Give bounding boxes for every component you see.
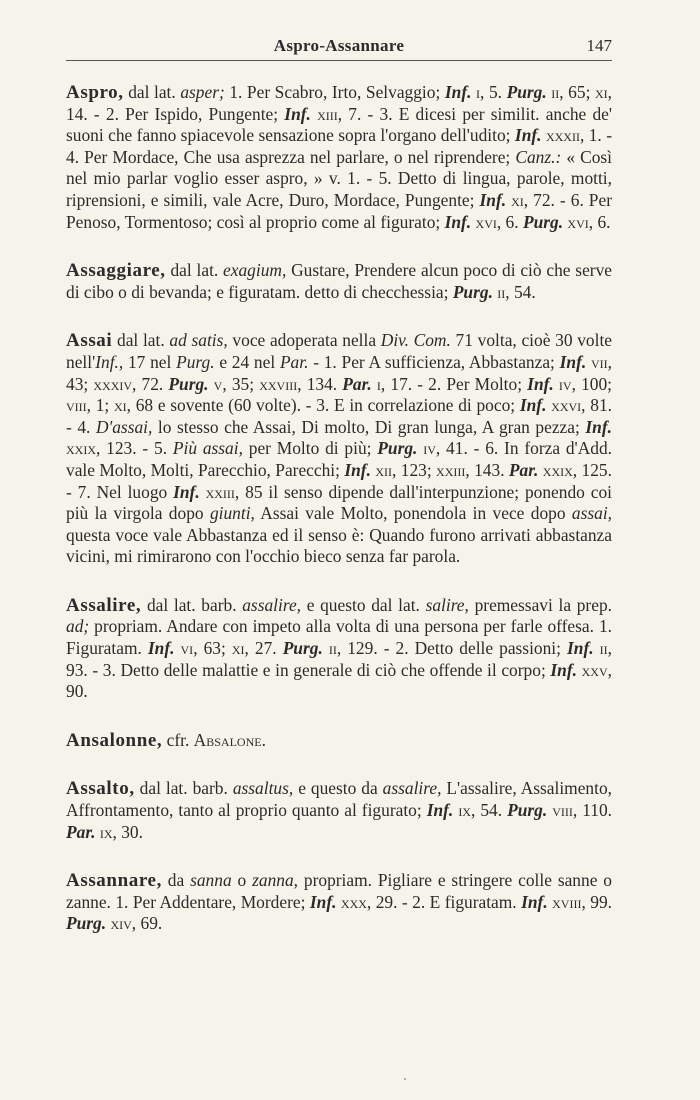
italic-text: sanna	[190, 870, 232, 891]
entry-text: dal lat. barb.	[141, 594, 243, 615]
entry-text: 1. Per Scabro, Irto, Selvaggio;	[224, 82, 445, 102]
dictionary-entry	[66, 82, 612, 233]
dictionary-entry	[66, 870, 612, 935]
entry-text: e 24 nel	[214, 351, 280, 372]
work-abbreviation: Inf.	[479, 189, 507, 210]
entry-text: , 85 il senso dipende dall'interpunzione; ponendo coi più la virgola dopo	[66, 481, 612, 524]
entry-text: , 14. - 2. Per Ispido, Pungente;	[66, 82, 613, 124]
roman-numeral: v	[213, 373, 223, 394]
work-abbreviation: Inf.	[147, 638, 175, 659]
roman-numeral: i	[376, 373, 381, 394]
entry-text: lo stesso che Assai, Di molto, Di gran lunga, A gran pezza;	[152, 416, 586, 437]
entry-text: , 35;	[222, 373, 260, 394]
work-abbreviation: Purg.	[66, 913, 107, 934]
work-abbreviation: Inf.	[550, 659, 577, 680]
entry-headword: Assalto,	[66, 778, 135, 800]
work-abbreviation: Inf.	[309, 891, 337, 912]
running-header	[66, 34, 612, 61]
roman-numeral: xxx	[340, 891, 367, 912]
dictionary-entry	[66, 260, 612, 303]
italic-text: assalire,	[382, 778, 442, 799]
entry-text: per Molto di più;	[242, 438, 378, 459]
entry-text: , 43;	[66, 351, 612, 394]
roman-numeral: xxviii	[259, 373, 298, 394]
roman-numeral: ii	[328, 638, 337, 659]
italic-text: Inf.,	[95, 351, 124, 372]
entry-text: Gustare, Prendere alcun poco di ciò che serve di cibo o di bevanda; e figuratam. detto di checchessia;	[66, 260, 612, 302]
dictionary-entry	[66, 595, 612, 703]
roman-numeral: xviii	[552, 891, 582, 912]
roman-numeral: xiii	[317, 103, 338, 124]
roman-numeral: xi	[113, 395, 127, 416]
entry-text: voce adoperata nella	[227, 330, 381, 351]
roman-numeral: xii	[375, 459, 393, 480]
entry-text: propriam. Pigliare e stringere colle sanne o zanne. 1. Per Addentare, Mordere;	[66, 870, 612, 912]
work-abbreviation: Purg.	[377, 438, 418, 459]
entry-text: dal lat.	[123, 82, 181, 102]
roman-numeral: Absalone.	[193, 729, 266, 750]
roman-numeral: xiv	[110, 913, 132, 934]
roman-numeral: ii	[551, 82, 560, 102]
entry-text: , 123. - 5.	[96, 438, 173, 459]
italic-text: Più assai,	[172, 438, 243, 459]
work-abbreviation: Purg.	[168, 373, 209, 394]
work-abbreviation: Inf.	[444, 82, 472, 102]
entry-text: , 143.	[465, 459, 509, 480]
roman-numeral: xxvi	[551, 395, 582, 416]
entry-text: dal lat.	[165, 260, 224, 281]
roman-numeral: ii	[599, 638, 608, 659]
entry-text: dal lat. barb.	[134, 778, 233, 799]
italic-text: Canz.:	[515, 146, 562, 167]
entry-text: , 81. - 4.	[66, 395, 612, 437]
roman-numeral: xxxii	[545, 125, 580, 146]
roman-numeral: ix	[99, 821, 113, 842]
roman-numeral: iv	[423, 438, 436, 459]
italic-text: Purg.	[176, 351, 215, 372]
work-abbreviation: Inf.	[527, 373, 554, 394]
entry-text: premessavi la prep.	[468, 594, 612, 615]
italic-text: assaltus,	[232, 778, 294, 799]
entry-text: , 123;	[392, 459, 437, 480]
work-abbreviation: Inf.	[567, 638, 594, 659]
entry-headword: Assaggiare,	[66, 260, 166, 282]
entry-text: da	[161, 870, 191, 891]
roman-numeral: xxiii	[205, 481, 235, 502]
work-abbreviation: Purg.	[282, 638, 323, 659]
roman-numeral: vii	[590, 351, 608, 372]
italic-text: Par.	[279, 351, 309, 372]
italic-text: salire,	[425, 594, 469, 615]
roman-numeral: xxxiv	[93, 373, 133, 394]
entry-text: , 72.	[132, 373, 169, 394]
work-abbreviation: Inf.	[284, 103, 311, 124]
entry-text: , 1. - 4. Per Mordace, Che usa asprezza nel parlare, o nel riprendere;	[66, 125, 612, 167]
work-abbreviation: Purg.	[452, 281, 493, 302]
italic-text: assai,	[571, 503, 613, 524]
page-number: 147	[586, 36, 612, 55]
entry-text: 71 volta, cioè 30 volte nell'	[66, 330, 612, 372]
work-abbreviation: Purg.	[506, 82, 547, 102]
work-abbreviation: Inf.	[559, 351, 587, 372]
italic-text: exagium,	[223, 260, 287, 281]
entry-text: , 41. - 6. In forza d'Add. vale Molto, Molti, Parecchio, Parecchi;	[66, 438, 612, 480]
roman-numeral: viii	[552, 800, 573, 821]
italic-text: ad;	[66, 616, 90, 637]
italic-text: ad satis,	[169, 330, 228, 351]
dictionary-entry	[66, 330, 612, 568]
entry-text: questa voce vale Abbastanza ed il senso è: Quando furono arrivati abbastanza vicini, mi rimirarono con l'occhio bieco senza far parola.	[66, 524, 612, 567]
entry-text: propriam. Andare con impeto alla volta di una persona per farle offesa. 1. Figuratam.	[66, 616, 612, 659]
italic-text: giunti,	[209, 503, 255, 524]
entry-text: , 129. - 2. Detto delle passioni;	[336, 638, 567, 659]
entry-text: cfr.	[162, 729, 194, 750]
entry-text: , 125. - 7. Nel luogo	[66, 459, 612, 502]
entry-text: , 110.	[572, 800, 613, 821]
entry-text: e questo da	[293, 778, 383, 799]
roman-numeral: vi	[180, 638, 194, 659]
work-abbreviation: Par.	[508, 459, 539, 480]
entry-headword: Assannare,	[66, 870, 162, 892]
italic-text: Div. Com.	[380, 330, 451, 351]
entry-text: , 72. - 6. Per Penoso, Tormentoso; così al proprio come al figurato;	[66, 189, 612, 232]
running-title: Aspro-Assannare	[273, 36, 405, 55]
roman-numeral: xi	[511, 189, 524, 210]
entry-headword: Assai	[66, 330, 113, 352]
entry-text: , 5.	[480, 82, 507, 102]
entry-text: 17 nel	[123, 351, 177, 372]
roman-numeral: xxix	[542, 459, 573, 480]
work-abbreviation: Inf.	[521, 891, 548, 912]
roman-numeral: ix	[458, 800, 471, 821]
entry-text: , 54.	[470, 800, 508, 821]
italic-text: D'assai,	[95, 416, 153, 437]
entry-text: , 134.	[297, 373, 343, 394]
roman-numeral: xi	[231, 638, 245, 659]
roman-numeral: xxv	[581, 659, 608, 680]
work-abbreviation: Par.	[342, 373, 372, 394]
entry-text: , 93. - 3. Detto delle malattie e in generale di ciò che offende il corpo;	[66, 638, 612, 680]
entry-text: - 1. Per A sufficienza, Abbastanza;	[308, 351, 560, 372]
entry-text: dal lat.	[112, 330, 170, 351]
entry-text: , 27.	[244, 638, 283, 659]
entry-text: e questo dal lat.	[301, 594, 426, 615]
italic-text: zanna,	[252, 870, 299, 891]
work-abbreviation: Inf.	[426, 800, 454, 821]
entry-text: , 63;	[193, 638, 232, 659]
work-abbreviation: Inf.	[585, 416, 612, 437]
roman-numeral: iv	[558, 373, 572, 394]
entry-text: , 90.	[66, 659, 612, 702]
entry-headword: Assalire,	[66, 594, 142, 616]
roman-numeral: i	[476, 82, 481, 102]
roman-numeral: ii	[497, 281, 506, 302]
dictionary-entry	[66, 730, 612, 752]
specks-mark	[404, 1078, 406, 1080]
italic-text: assalire,	[242, 594, 302, 615]
entry-text: , 6.	[588, 211, 611, 232]
work-abbreviation: Inf.	[344, 459, 371, 480]
entry-text: o	[231, 870, 253, 891]
entry-text: , 1;	[86, 395, 114, 416]
roman-numeral: xvi	[567, 211, 589, 232]
work-abbreviation: Purg.	[507, 800, 548, 821]
work-abbreviation: Purg.	[522, 211, 564, 232]
work-abbreviation: Inf.	[519, 395, 547, 416]
entry-text: , 54.	[505, 281, 536, 302]
work-abbreviation: Inf.	[444, 211, 472, 232]
entry-text: , 6.	[496, 211, 523, 232]
entry-headword: Ansalonne,	[66, 729, 163, 751]
work-abbreviation: Inf.	[514, 125, 542, 146]
entry-text: , 7. - 3. E dicesi per similit. anche de' suoni che fanno spiacevole sensazione sopra l'organo dell'udito;	[66, 103, 612, 146]
entry-list	[66, 82, 612, 962]
roman-numeral: xxiii	[436, 459, 466, 480]
entry-text: , 17. - 2. Per Molto;	[380, 373, 528, 394]
entry-text: Assai vale Molto, ponendola in vece dopo	[254, 503, 572, 524]
entry-text: , 69.	[131, 913, 163, 934]
italic-text: asper;	[180, 82, 225, 102]
entry-headword: Aspro,	[66, 82, 124, 103]
roman-numeral: xxix	[66, 438, 96, 459]
entry-text: , 30.	[112, 821, 143, 842]
entry-text: L'assalire, Assalimento, Affrontamento, tanto al proprio quanto al figurato;	[66, 778, 612, 821]
entry-text: , 68 e sovente (60 volte). - 3. E in correlazione di poco;	[126, 395, 520, 416]
entry-text: , 99.	[581, 891, 613, 912]
entry-text: « Così nel mio parlar voglio esser aspro, » v. 1. - 5. Detto di lingua, parole, motti, riprensioni, e simili, vale Acre, Duro, Mordace, Pungente;	[66, 146, 612, 210]
roman-numeral: viii	[66, 395, 87, 416]
dictionary-entry	[66, 778, 612, 843]
entry-text: , 29. - 2. E figuratam.	[366, 891, 522, 912]
entry-text: , 100;	[571, 373, 612, 394]
roman-numeral: xvi	[475, 211, 497, 232]
work-abbreviation: Inf.	[173, 481, 200, 502]
entry-text: , 65;	[559, 82, 595, 102]
roman-numeral: xi	[594, 82, 608, 102]
work-abbreviation: Par.	[66, 821, 96, 842]
